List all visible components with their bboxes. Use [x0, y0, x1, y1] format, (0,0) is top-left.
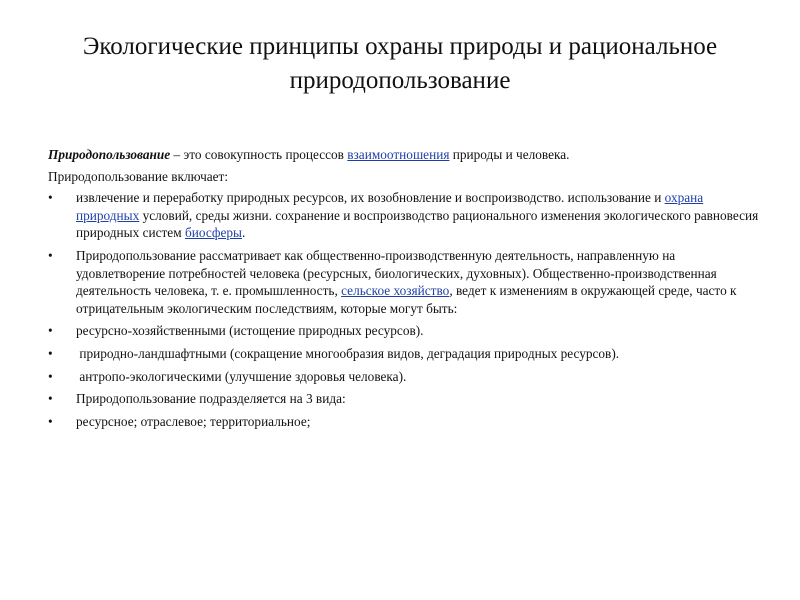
slide-title	[40, 30, 760, 98]
item-text: Природопользование рассматривает как общественно-производственную деятельность, направленную на удовлетворение потребностей человека (ресурсных, биологических, духовных). Общественно-производственная деятельность человека, т. е. промышленность,	[76, 247, 717, 299]
list-item	[48, 189, 760, 242]
includes-heading: Природопользование включает:	[48, 168, 229, 184]
bullet-icon: •	[48, 190, 53, 206]
item-text: природно-ландшафтными (сокращение многообразия видов, деградация природных ресурсов).	[76, 345, 620, 361]
item-text: Природопользование подразделяется на 3 вида:	[76, 391, 346, 407]
bullet-icon: •	[48, 391, 53, 407]
list-item	[48, 390, 760, 408]
list-item	[48, 368, 760, 386]
title-line-1: Экологические принципы охраны природы и рациональное	[82, 33, 718, 60]
list-item	[48, 247, 760, 317]
link-okhrana-prirodnykh[interactable]: охрана природных	[76, 190, 704, 223]
title-line-2: природопользование	[289, 67, 511, 94]
list-item	[48, 413, 760, 431]
definition-paragraph	[48, 146, 760, 164]
item-text: извлечение и переработку природных ресурсов, их возобновление и воспроизводство. использование и	[76, 190, 665, 206]
definition-text-1: – это совокупность процессов	[170, 147, 348, 162]
definition-text-2: природы и человека.	[449, 147, 570, 162]
item-text: антропо-экологическими (улучшение здоровья человека).	[76, 368, 407, 384]
list-item	[48, 345, 760, 363]
bullet-icon: •	[48, 368, 53, 384]
link-selskoe-khozyaystvo[interactable]: сельское хозяйство	[341, 283, 450, 299]
bullet-icon: •	[48, 323, 53, 339]
bullet-icon: •	[48, 413, 53, 429]
bullet-icon: •	[48, 247, 53, 263]
item-text: условий, среды жизни. сохранение и воспроизводство рационального изменения экологического равновесия природных систем	[76, 207, 759, 241]
link-biosfery[interactable]: биосферы	[184, 225, 242, 241]
bullet-icon: •	[48, 345, 53, 361]
item-text: .	[241, 225, 246, 241]
list-item	[48, 322, 760, 340]
item-text: ресурсно-хозяйственными (истощение природных ресурсов).	[76, 323, 424, 339]
slide-body	[48, 146, 760, 435]
link-vzaimootnosheniya[interactable]: взаимоотношения	[347, 147, 450, 162]
item-text: , ведет к изменениям в окружающей среде, часто к отрицательным экологическим последствиям, которые могут быть:	[76, 283, 737, 316]
bullet-list	[48, 189, 760, 430]
item-text: ресурсное; отраслевое; территориальное;	[76, 413, 311, 429]
definition-term: Природопользование	[48, 147, 171, 162]
